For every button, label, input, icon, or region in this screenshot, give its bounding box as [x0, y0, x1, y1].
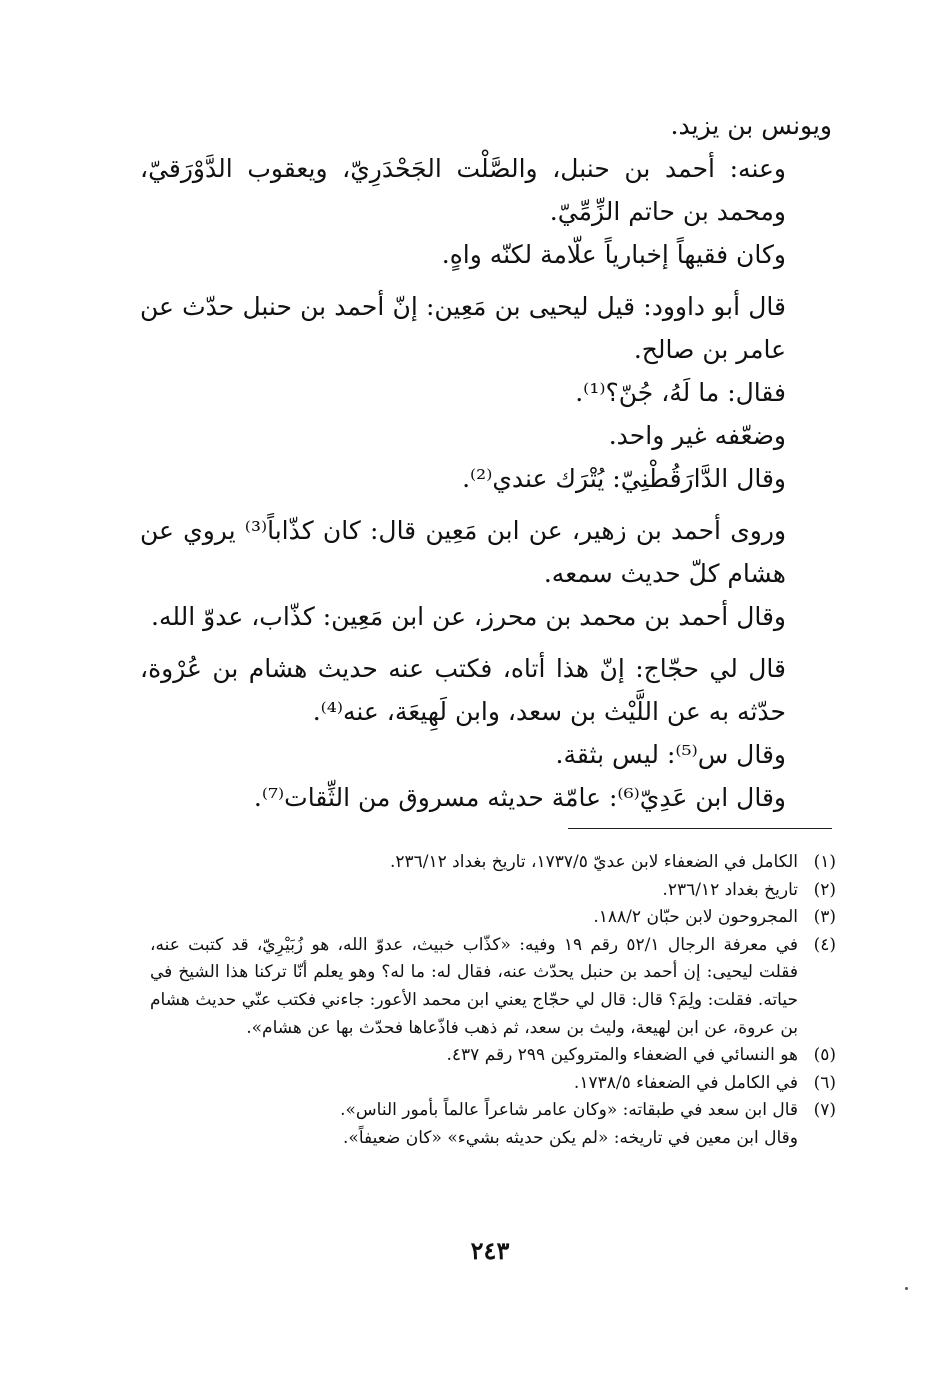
- footnote: [150, 1097, 836, 1152]
- paragraph: وروى أحمد بن زهير، عن ابن مَعِين قال: كان كذّاباً⁽³⁾ يروي عن هشام كلّ حديث سمعه.: [140, 516, 787, 588]
- footnote-text: تاريخ بغداد ٢٣٦/١٢.: [662, 879, 798, 900]
- footnote-number: (٣): [813, 907, 836, 928]
- footnote-divider: [568, 828, 832, 829]
- footnote: [150, 1042, 836, 1070]
- footnote: [150, 904, 836, 932]
- paragraph: وقال ابن عَدِيّ⁽⁶⁾: عامّة حديثه مسروق من الثِّقات⁽⁷⁾.: [253, 783, 786, 812]
- footnote-text: في الكامل في الضعفاء ١٧٣٨/٥.: [573, 1072, 798, 1093]
- footnote: [150, 849, 836, 877]
- footnote-continuation: وقال ابن معين في تاريخه: «لم يكن حديثه بشيء» «كان ضعيفاً».: [343, 1127, 798, 1148]
- footnote-text: هو النسائي في الضعفاء والمتروكين ٢٩٩ رقم ٤٣٧.: [446, 1045, 798, 1066]
- paragraph: وقال أحمد بن محمد بن محرز، عن ابن مَعِين: كذّاب، عدوّ الله.: [151, 602, 786, 631]
- footnote-text: في معرفة الرجال ٥٢/١ رقم ١٩ وفيه: «كذّاب خبيث، عدوّ الله، هو زُبَيْرِيّ، قد كتبت عنه، فقلت ليحيى: إن أحمد بن حنبل يحدّث عنه، فقال له: ما له؟ وهو يعلم أنّا تركنا هذا الشيخ في حياته. فقلت: ولِمَ؟ قال: قال لي حجّاج يعني ابن محمد الأعور: جاءني فكتب عنّي حديث هشام بن عروة، عن ابن لهيعة، وليث بن سعد، ثم ذهب فاذّعاها فحدّث بها عن هشام».: [150, 934, 799, 1038]
- paragraph: قال أبو داوود: قيل ليحيى بن مَعِين: إنّ أحمد بن حنبل حدّث عن عامر بن صالح.: [140, 292, 786, 364]
- footnote-text: الكامل في الضعفاء لابن عديّ ١٧٣٧/٥، تاريخ بغداد ٢٣٦/١٢.: [389, 852, 798, 872]
- paragraph: وعنه: أحمد بن حنبل، والصَّلْت الجَحْدَرِيّ، ويعقوب الدَّوْرَقيّ، ومحمد بن حاتم الزِّمِّيّ.: [140, 154, 786, 226]
- paragraph: وضعّفه غير واحد.: [608, 421, 786, 450]
- footnote-number: (٢): [813, 879, 836, 900]
- footnote: [150, 877, 836, 905]
- page-number: ٢٤٣: [470, 1236, 510, 1265]
- footnote-number: (١): [813, 852, 836, 872]
- footnotes: [150, 849, 836, 1153]
- footnote-text-block: [150, 1097, 798, 1152]
- footnote-number: (٧): [813, 1100, 836, 1121]
- paragraph: قال لي حجّاج: إنّ هذا أتاه، فكتب عنه حديث هشام بن عُرْوة، حدّثه به عن اللَّيْث بن سعد، وابن لَهِيعَة، عنه⁽⁴⁾.: [140, 654, 786, 726]
- paragraph: وقال س⁽⁵⁾: ليس بثقة.: [555, 740, 786, 769]
- paragraph: فقال: ما لَهُ، جُنّ؟⁽¹⁾.: [575, 378, 786, 407]
- paragraph: وكان فقيهاً إخبارياً علّامة لكنّه واهٍ.: [441, 240, 786, 269]
- footnote-number: (٤): [813, 934, 836, 955]
- paragraph: وقال الدَّارَقُطْنِيّ: يُتْرَك عندي⁽²⁾.: [462, 464, 786, 493]
- footnote-number: (٦): [813, 1072, 836, 1093]
- footnote-text: المجروحون لابن حبّان ١٨٨/٢.: [593, 907, 798, 928]
- footnote: [150, 932, 836, 1042]
- footnote-number: (٥): [813, 1045, 836, 1066]
- paragraph: ويونس بن يزيد.: [670, 111, 832, 140]
- footnote: [150, 1070, 836, 1098]
- footnote-text: قال ابن سعد في طبقاته: «وكان عامر شاعراً عالماً بأمور الناس».: [340, 1100, 798, 1121]
- scan-speck: [905, 1287, 908, 1290]
- main-text: [140, 104, 832, 819]
